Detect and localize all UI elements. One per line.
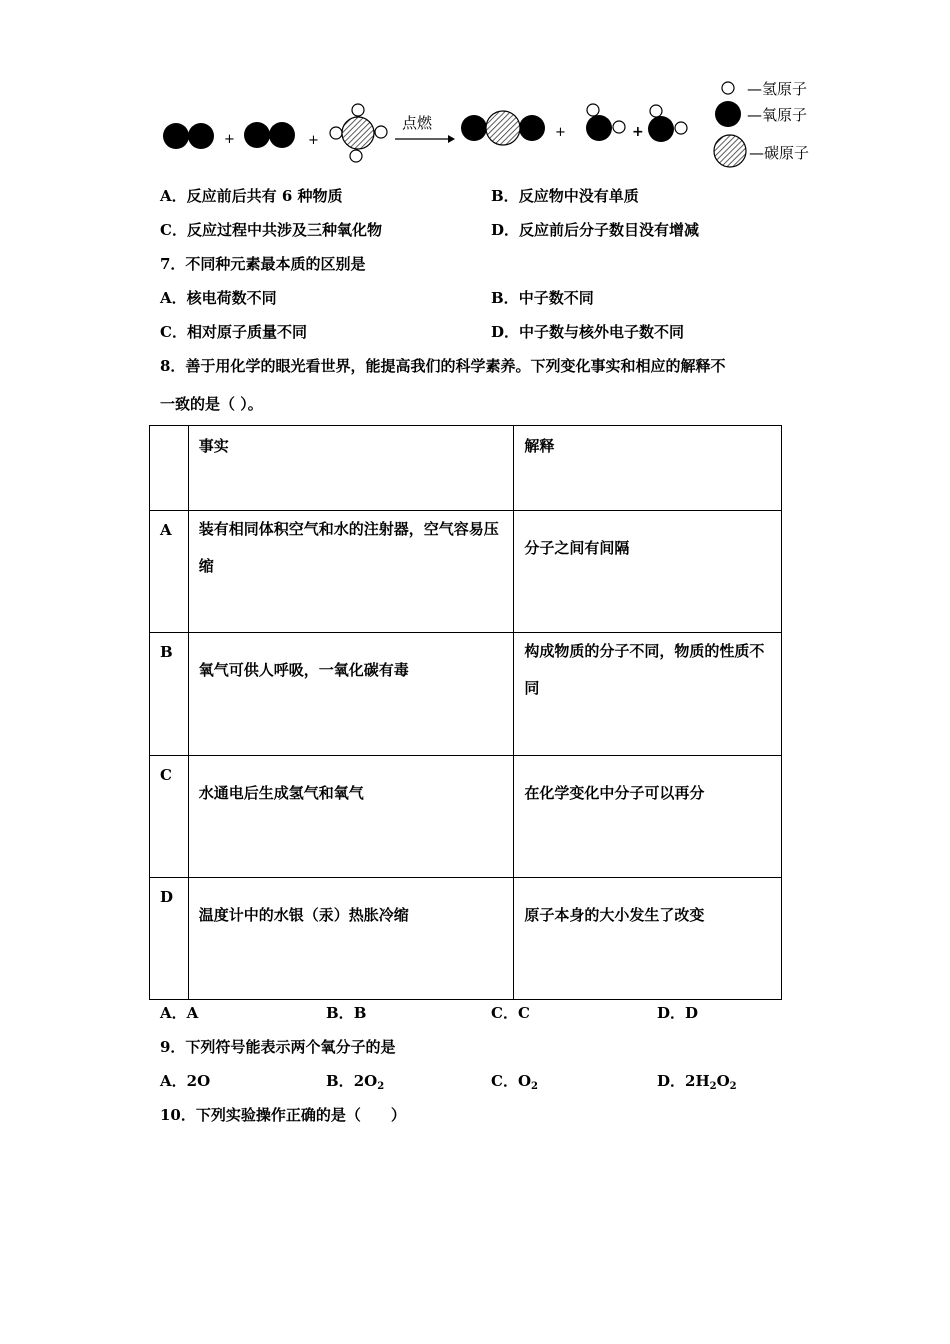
q9-stem: 9．下列符号能表示两个氧分子的是 bbox=[160, 1038, 396, 1056]
q8-option-c: C．C bbox=[491, 1004, 530, 1022]
q6-option-b: B．反应物中没有单质 bbox=[491, 187, 639, 205]
q9-option-c: C．$O_2$ bbox=[491, 1072, 538, 1092]
oxygen-molecule-2 bbox=[244, 122, 295, 148]
row-letter: B bbox=[150, 633, 189, 756]
legend bbox=[714, 80, 809, 167]
row-fact: 温度计中的水银（汞）热胀冷缩 bbox=[198, 906, 409, 924]
plus-sign-4: + bbox=[632, 124, 644, 140]
table-row bbox=[150, 878, 782, 1000]
legend-carbon-label: —碳原子 bbox=[749, 144, 810, 162]
row-explanation: 构成物质的分子不同，物质的性质不同 bbox=[524, 642, 765, 697]
water-molecule-1 bbox=[586, 104, 625, 141]
table-row bbox=[150, 511, 782, 633]
row-explanation: 分子之间有间隔 bbox=[524, 539, 630, 557]
row-letter: D bbox=[150, 878, 189, 1000]
header-fact: 事实 bbox=[198, 437, 229, 455]
q9-option-a: A．2O bbox=[160, 1072, 211, 1090]
plus-sign-3: + bbox=[555, 125, 566, 140]
water-molecule-2 bbox=[648, 105, 687, 142]
row-fact: 水通电后生成氢气和氧气 bbox=[198, 784, 364, 802]
q8-option-a: A．A bbox=[160, 1004, 199, 1022]
legend-oxygen-label: —氧原子 bbox=[747, 106, 808, 124]
arrow-label: 点燃 bbox=[402, 114, 433, 132]
row-letter: A bbox=[150, 511, 189, 633]
methane-molecule bbox=[330, 104, 387, 162]
row-fact: 氧气可供人呼吸，一氧化碳有毒 bbox=[198, 661, 409, 679]
q7-option-c: C．相对原子质量不同 bbox=[160, 323, 307, 341]
q6-option-d: D．反应前后分子数目没有增减 bbox=[491, 221, 700, 239]
legend-hydrogen-label: —氢原子 bbox=[747, 80, 808, 98]
table-row bbox=[150, 633, 782, 756]
plus-sign-1: + bbox=[224, 132, 235, 147]
carbon-dioxide-molecule bbox=[461, 111, 545, 145]
q7-option-b: B．中子数不同 bbox=[491, 289, 594, 307]
q6-option-a: A．反应前后共有 6 种物质 bbox=[160, 187, 343, 205]
reaction-diagram bbox=[150, 70, 840, 180]
oxygen-legend-icon bbox=[715, 101, 741, 127]
row-explanation: 原子本身的大小发生了改变 bbox=[524, 906, 705, 924]
q8-option-d: D．D bbox=[657, 1004, 699, 1022]
q8-stem-line1: 8．善于用化学的眼光看世界，能提高我们的科学素养。下列变化事实和相应的解释不 bbox=[160, 357, 726, 375]
q8-option-b: B．B bbox=[326, 1004, 367, 1022]
q9-option-b: B．$2O_2$ bbox=[326, 1072, 385, 1092]
q7-stem: 7．不同种元素最本质的区别是 bbox=[160, 255, 366, 273]
hydrogen-legend-icon bbox=[722, 82, 734, 94]
row-letter: C bbox=[150, 756, 189, 878]
row-fact: 装有相同体积空气和水的注射器，空气容易压缩 bbox=[198, 520, 499, 575]
header-explanation: 解释 bbox=[524, 437, 555, 455]
plus-sign-2: + bbox=[308, 133, 319, 148]
q8-stem-line2: 一致的是（ ）。 bbox=[160, 395, 263, 413]
q7-option-d: D．中子数与核外电子数不同 bbox=[491, 323, 685, 341]
reaction-arrow bbox=[395, 135, 455, 143]
q6-option-c: C．反应过程中共涉及三种氧化物 bbox=[160, 221, 382, 239]
q10-stem: 10．下列实验操作正确的是（ ） bbox=[160, 1106, 406, 1124]
oxygen-molecule-1 bbox=[163, 123, 214, 149]
table-row bbox=[150, 756, 782, 878]
header-letter-cell bbox=[150, 426, 189, 511]
q7-option-a: A．核电荷数不同 bbox=[160, 289, 277, 307]
fact-explanation-table bbox=[149, 425, 782, 1000]
carbon-legend-icon bbox=[714, 135, 746, 167]
table-header-row bbox=[150, 426, 782, 511]
row-explanation: 在化学变化中分子可以再分 bbox=[524, 784, 705, 802]
q9-option-d: D．$2H_2O_2$ bbox=[657, 1072, 737, 1092]
